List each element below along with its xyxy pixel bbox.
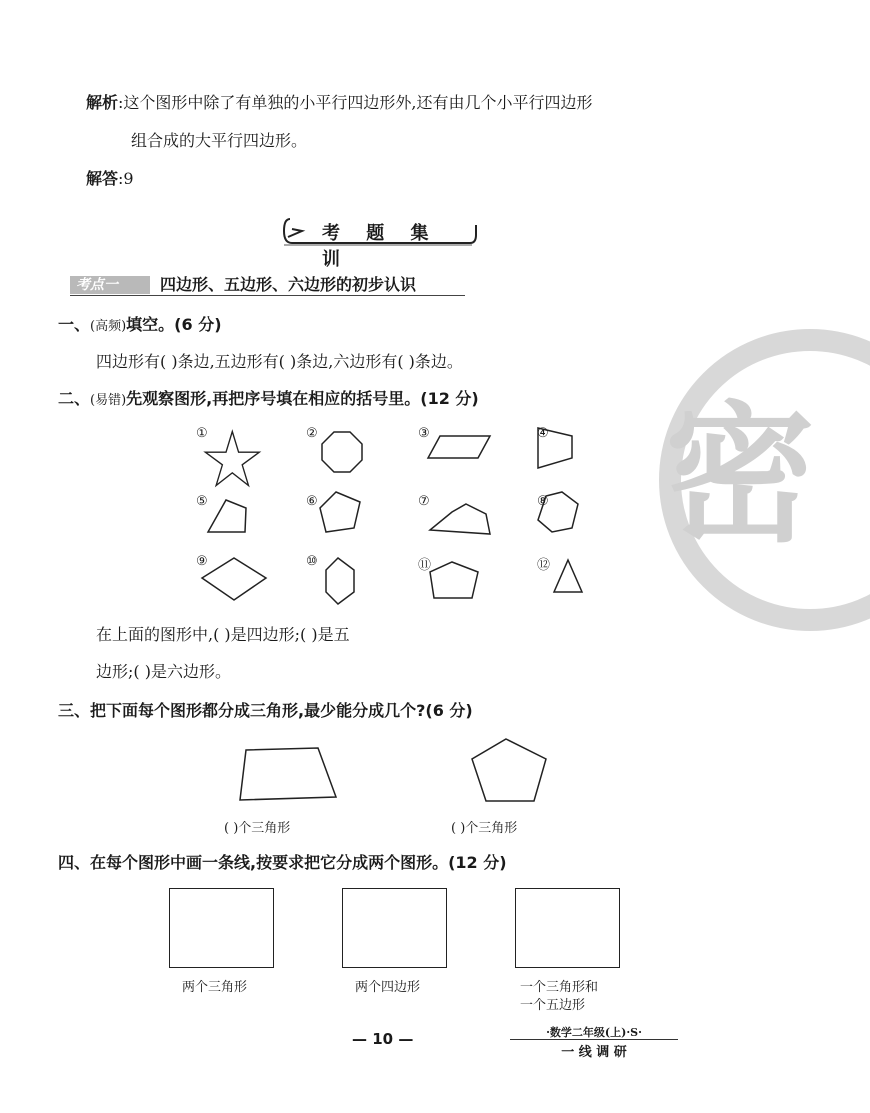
q2-number: 二、 <box>58 389 91 408</box>
shape-label-3: ③ <box>418 426 430 441</box>
q1-heading <box>58 314 222 338</box>
q4-square-1[interactable] <box>169 888 274 968</box>
section-banner-text: 考 题 集 训 <box>322 223 439 270</box>
kaodian-underline <box>70 295 465 296</box>
q1-title: 填空。(6 分) <box>126 315 222 334</box>
q4-title: 在每个图形中画一条线,按要求把它分成两个图形。(12 分) <box>90 853 507 872</box>
watermark-stamp <box>650 330 870 630</box>
shape-label-1: ① <box>196 426 208 441</box>
analysis-line-2: 组合成的大平行四边形。 <box>131 131 308 150</box>
kaodian-tag: 考点一 <box>70 276 150 294</box>
shape-label-10: ⑩ <box>306 554 318 569</box>
shape-label-4: ④ <box>537 426 549 441</box>
shape-label-6: ⑥ <box>306 494 318 509</box>
watermark-char: 密 <box>665 387 816 563</box>
q4-caption-3a: 一个三角形和 <box>520 980 599 995</box>
shape-9-rhombus <box>202 558 266 600</box>
q4-caption-3b: 一个五边形 <box>520 998 586 1013</box>
shape-label-2: ② <box>306 426 318 441</box>
q2-shapes-grid <box>190 420 610 610</box>
shape-label-11: ⑪ <box>418 558 432 573</box>
q2-tag: (易错) <box>90 393 127 408</box>
book-title: 一 线 调 研 <box>561 1045 627 1060</box>
q2-title: 先观察图形,再把序号填在相应的括号里。(12 分) <box>126 389 479 408</box>
q1-number: 一、 <box>58 315 91 334</box>
q3-shapes <box>230 735 570 810</box>
shape-12-triangle <box>554 560 582 592</box>
analysis-text-1: :这个图形中除了有单独的小平行四边形外,还有由几个小平行四边形 <box>118 93 593 112</box>
shape-label-9: ⑨ <box>196 554 208 569</box>
shape-1-star <box>205 432 259 486</box>
analysis-line-1 <box>86 92 593 114</box>
q4-number: 四、 <box>58 853 91 872</box>
analysis-label: 解析 <box>86 93 119 112</box>
q2-heading <box>58 388 479 412</box>
shape-label-8: ⑧ <box>537 494 549 509</box>
answer-label: 解答 <box>86 169 119 188</box>
book-series: ·数学二年级(上)·S· <box>546 1026 642 1039</box>
q3-heading <box>58 700 473 722</box>
q3-title: 把下面每个图形都分成三角形,最少能分成几个?(6 分) <box>90 701 473 720</box>
q1-tag: (高频) <box>90 319 127 334</box>
shape-5-quadrilateral <box>208 500 246 532</box>
q3-caption-1: ( )个三角形 <box>224 821 291 836</box>
shape-label-5: ⑤ <box>196 494 208 509</box>
q3-pentagon <box>472 739 546 801</box>
q3-caption-2: ( )个三角形 <box>451 821 518 836</box>
q3-quadrilateral <box>240 748 336 800</box>
page-number: — 10 — <box>352 1030 414 1048</box>
shape-7-pentagon <box>430 504 490 534</box>
q2-answer-line-1: 在上面的图形中,( )是四边形;( )是五 <box>96 625 350 644</box>
q2-answer-line-2: 边形;( )是六边形。 <box>96 662 231 681</box>
section-banner <box>282 215 478 270</box>
shape-label-7: ⑦ <box>418 494 430 509</box>
q4-heading <box>58 852 507 874</box>
kaodian-title: 四边形、五边形、六边形的初步认识 <box>160 275 417 294</box>
q1-fill-text: 四边形有( )条边,五边形有( )条边,六边形有( )条边。 <box>96 352 463 371</box>
answer-value: :9 <box>118 169 134 188</box>
shape-2-octagon <box>322 432 362 472</box>
answer-line <box>86 168 134 190</box>
footer-divider <box>510 1039 678 1040</box>
shape-label-12: ⑫ <box>537 558 551 573</box>
shape-10-hexagon <box>326 558 354 604</box>
shape-11-pentagon <box>430 562 478 598</box>
shape-6-pentagon <box>320 492 360 532</box>
q4-square-3[interactable] <box>515 888 620 968</box>
q4-caption-2: 两个四边形 <box>355 980 421 995</box>
q4-square-2[interactable] <box>342 888 447 968</box>
shape-3-parallelogram <box>428 436 490 458</box>
q4-caption-1: 两个三角形 <box>182 980 248 995</box>
arrow-icon <box>288 229 302 237</box>
q3-number: 三、 <box>58 701 91 720</box>
